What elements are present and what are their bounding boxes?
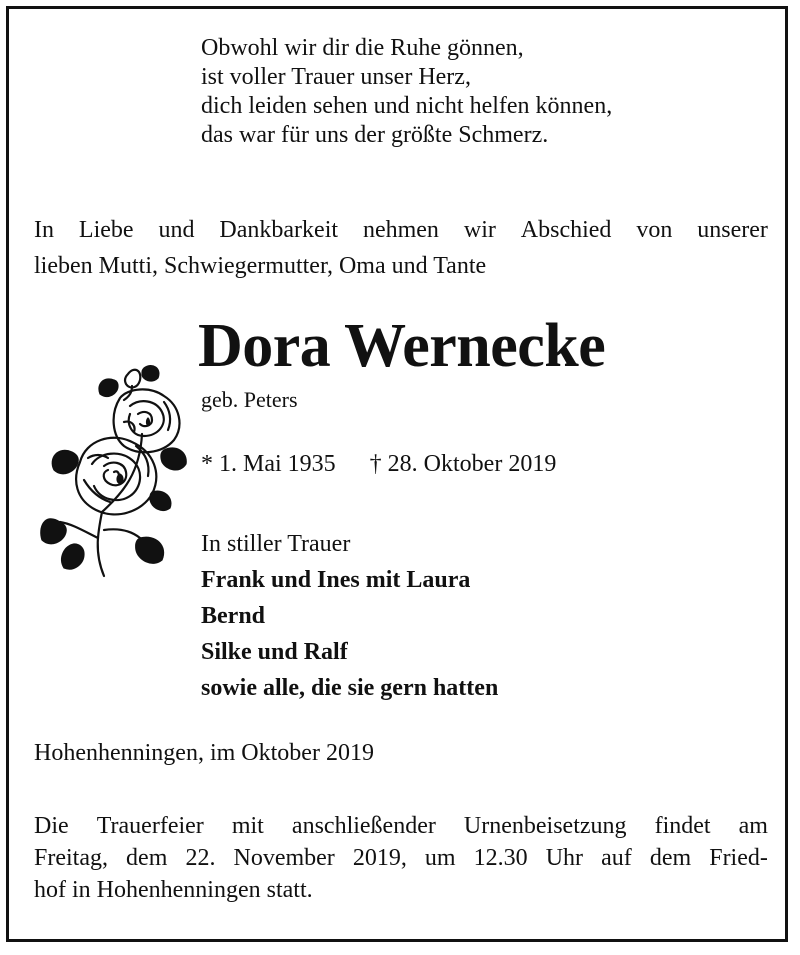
- death-date: † 28. Oktober 2019: [369, 451, 557, 477]
- life-dates: [201, 449, 556, 479]
- word: von: [636, 217, 673, 243]
- word: Trauerfeier: [96, 813, 204, 839]
- word: unserer: [697, 217, 768, 243]
- deceased-name: Dora Wernecke: [198, 312, 606, 380]
- word: findet: [654, 813, 711, 839]
- mourner-name: Silke und Ralf: [201, 639, 348, 665]
- poem-line: Obwohl wir dir die Ruhe gönnen,: [201, 35, 524, 61]
- word: dem: [126, 845, 168, 871]
- intro-line-justified: [34, 212, 768, 248]
- funeral-notice: [34, 810, 768, 906]
- notice-line-justified: [34, 842, 768, 874]
- word: Abschied: [520, 217, 612, 243]
- word: Dankbarkeit: [219, 217, 339, 243]
- word: mit: [231, 813, 264, 839]
- rose-icon: [32, 362, 192, 580]
- poem-line: ist voller Trauer unser Herz,: [201, 64, 471, 90]
- word: Freitag,: [34, 845, 108, 871]
- word: am: [738, 813, 768, 839]
- poem: [201, 34, 761, 150]
- word: 22.: [185, 845, 216, 871]
- word: Liebe: [78, 217, 134, 243]
- word: wir: [463, 217, 496, 243]
- word: nehmen: [362, 217, 439, 243]
- word: 12.30: [473, 845, 528, 871]
- poem-line: dich leiden sehen und nicht helfen können,: [201, 93, 613, 119]
- word: In: [34, 217, 54, 243]
- poem-line: das war für uns der größte Schmerz.: [201, 122, 549, 148]
- word: Urnenbeisetzung: [463, 813, 627, 839]
- word: auf: [601, 845, 632, 871]
- mourners-block: [201, 526, 498, 706]
- word: Uhr: [545, 845, 584, 871]
- word: Die: [34, 813, 69, 839]
- mourner-name: Bernd: [201, 603, 266, 629]
- notice-line: hof in Hohenhenningen statt.: [34, 877, 313, 903]
- word: 2019,: [352, 845, 407, 871]
- birth-date: * 1. Mai 1935: [201, 451, 336, 477]
- intro-line: lieben Mutti, Schwiegermutter, Oma und Tante: [34, 253, 487, 279]
- notice-line-justified: [34, 810, 768, 842]
- word: um: [424, 845, 456, 871]
- word: November: [233, 845, 335, 871]
- word: Fried-: [709, 845, 768, 871]
- word: anschließender: [291, 813, 436, 839]
- maiden-name: geb. Peters: [201, 387, 298, 412]
- intro-text: [34, 212, 768, 284]
- mourner-name: Frank und Ines mit Laura: [201, 567, 471, 593]
- place-and-date: Hohenhenningen, im Oktober 2019: [34, 740, 374, 766]
- word: dem: [649, 845, 692, 871]
- word: und: [158, 217, 195, 243]
- mourning-heading: In stiller Trauer: [201, 531, 351, 557]
- mourner-name: sowie alle, die sie gern hatten: [201, 675, 499, 701]
